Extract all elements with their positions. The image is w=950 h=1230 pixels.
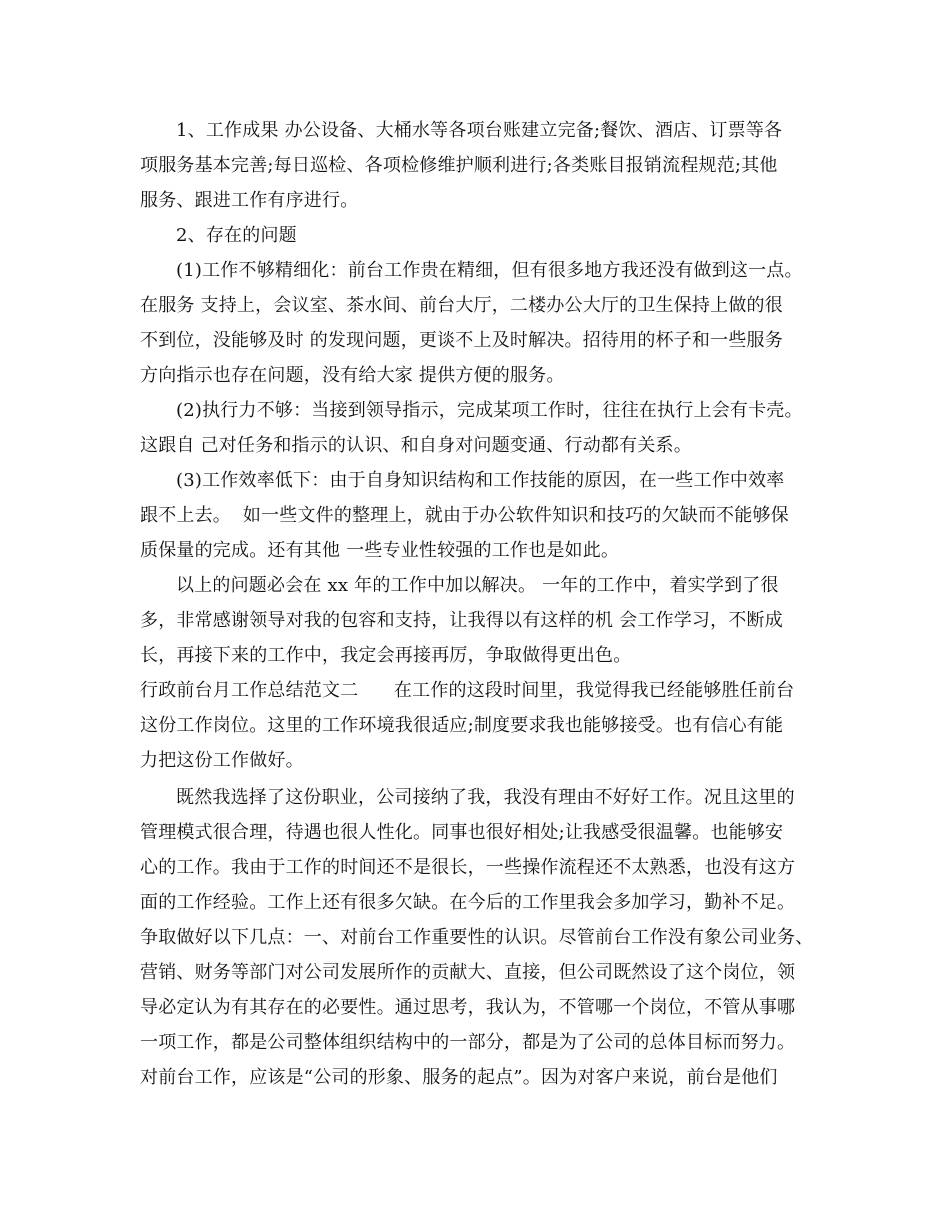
paragraph-line: 方向指示也存在问题，没有给大家 提供方便的服务。 — [140, 365, 565, 386]
paragraph-line: 管理模式很合理，待遇也很人性化。同事也很好相处;让我感受很温馨。也能够安 — [140, 822, 784, 843]
paragraph-line: 项服务基本完善;每日巡检、各项检修维护顺利进行;各类账目报销流程规范;其他 — [140, 155, 778, 176]
paragraph-line: 这跟自 己对任务和指示的认识、和自身对问题变通、行动都有关系。 — [140, 435, 692, 456]
paragraph-line: 服务、跟进工作有序进行。 — [140, 190, 359, 211]
paragraph-line: 在服务 支持上，会议室、茶水间、前台大厅，二楼办公大厅的卫生保持上做的很 — [140, 295, 783, 316]
paragraph-line: 不到位，没能够及时 的发现问题，更谈不上及时解决。招待用的杯子和一些服务 — [140, 330, 783, 351]
paragraph-line: (3)工作效率低下：由于自身知识结构和工作技能的原因，在一些工作中效率 — [176, 470, 785, 491]
paragraph-line: 这份工作岗位。这里的工作环境我很适应;制度要求我也能够接受。也有信心有能 — [140, 715, 784, 736]
paragraph-line: (2)执行力不够：当接到领导指示，完成某项工作时，往往在执行上会有卡壳。 — [176, 400, 803, 421]
section-title-line: 行政前台月工作总结范文二 在工作的这段时间里，我觉得我已经能够胜任前台 — [140, 680, 795, 701]
paragraph-line: 面的工作经验。工作上还有很多欠缺。在今后的工作里我会多加学习，勤补不足。 — [140, 892, 796, 913]
paragraph-line: 质保量的完成。还有其他 一些专业性较强的工作也是如此。 — [140, 540, 620, 561]
paragraph-line: 力把这份工作做好。 — [140, 750, 304, 771]
paragraph-line: 以上的问题必会在 xx 年的工作中加以解决。 一年的工作中，着实学到了很 — [176, 575, 779, 596]
paragraph-line: 心的工作。我由于工作的时间还不是很长，一些操作流程还不太熟悉，也没有这方 — [140, 857, 796, 878]
paragraph-line: 营销、财务等部门对公司发展所作的贡献大、直接，但公司既然设了这个岗位，领 — [140, 962, 796, 983]
paragraph-line: (1)工作不够精细化：前台工作贵在精细，但有很多地方我还没有做到这一点。 — [176, 260, 803, 281]
paragraph-line: 1、工作成果 办公设备、大桶水等各项台账建立完备;餐饮、酒店、订票等各 — [176, 120, 783, 141]
paragraph-line: 既然我选择了这份职业，公司接纳了我，我没有理由不好好工作。况且这里的 — [176, 787, 795, 808]
paragraph-line: 导必定认为有其存在的必要性。通过思考，我认为，不管哪一个岗位，不管从事哪 — [140, 997, 796, 1018]
paragraph-line: 争取做好以下几点：一、对前台工作重要性的认识。尽管前台工作没有象公司业务、 — [140, 927, 814, 948]
paragraph-line: 对前台工作，应该是“公司的形象、服务的起点”。因为对客户来说，前台是他们 — [140, 1067, 778, 1088]
paragraph-line: 长，再接下来的工作中，我定会再接再厉，争取做得更出色。 — [140, 645, 632, 666]
paragraph-line: 跟不上去。 如一些文件的整理上，就由于办公软件知识和技巧的欠缺而不能够保 — [140, 505, 789, 526]
section-heading: 2、存在的问题 — [176, 225, 297, 246]
paragraph-line: 多，非常感谢领导对我的包容和支持，让我得以有这样的机 会工作学习，不断成 — [140, 610, 783, 631]
paragraph-line: 一项工作，都是公司整体组织结构中的一部分，都是为了公司的总体目标而努力。 — [140, 1032, 796, 1053]
